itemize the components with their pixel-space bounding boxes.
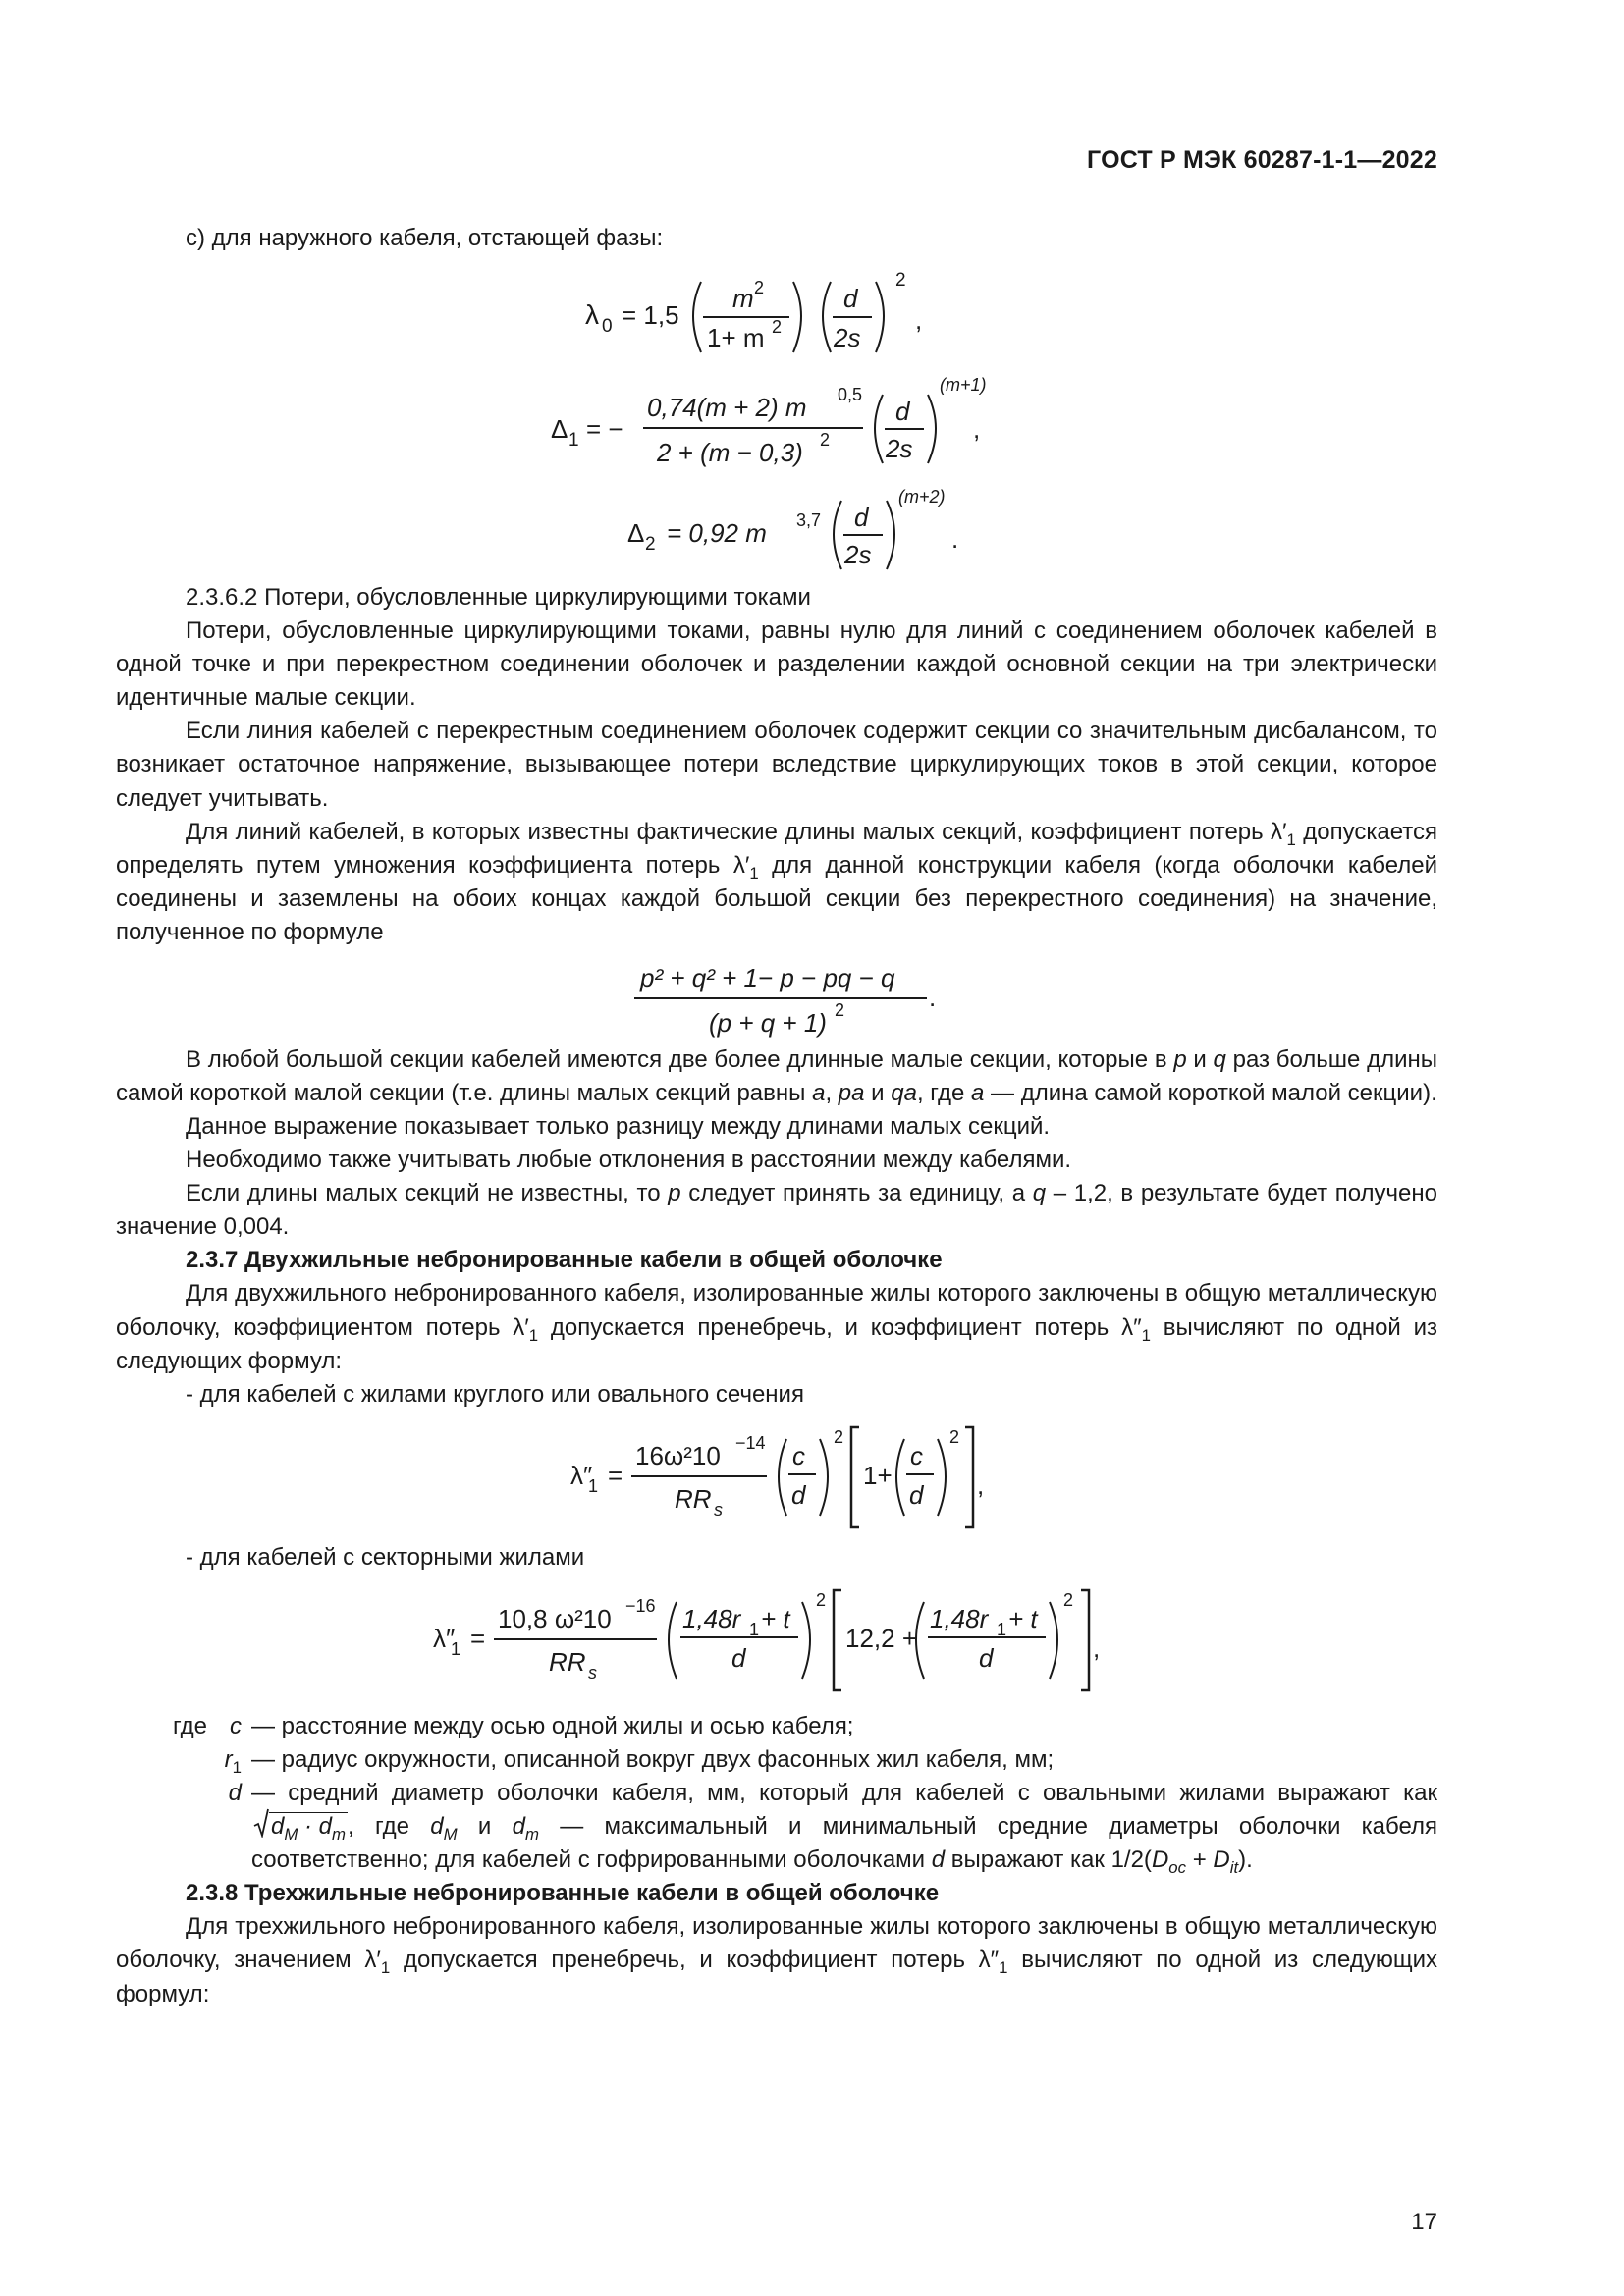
section-2362-title: 2.3.6.2 Потери, обусловленные циркулирующими токами bbox=[186, 584, 811, 612]
section-2362-p4: В любой большой секции кабелей имеются две более длинные малые секции, которые в p и q раз больше длины самой короткой малой секции (т.е. длины малых секций равны a, pa и qa, где a — длина самой короткой малой секции). bbox=[116, 1045, 1438, 1107]
sector-inner-num: 1,48r bbox=[682, 1603, 741, 1633]
section-238-title: 2.3.8 Трехжильные небронированные кабели в общей оболочке bbox=[186, 1880, 940, 1907]
lambda0-num-sup: 2 bbox=[754, 278, 765, 298]
sector-inner-sub: 1 bbox=[997, 1619, 1007, 1639]
p3-part-a: Для линий кабелей, в которых известны фактические длины малых секций, коэффициент потерь bbox=[186, 818, 1264, 845]
sector-num-sup: −16 bbox=[625, 1595, 656, 1616]
symbol-qa: qa bbox=[891, 1080, 917, 1107]
where-sym-r-sub: 1 bbox=[232, 1757, 242, 1777]
where-lead: где bbox=[173, 1712, 208, 1739]
delta2-lhs-sub: 2 bbox=[645, 534, 656, 556]
p3-part-b: допускается определять путем умножения коэффициента потерь bbox=[116, 818, 1438, 879]
symbol-pa: pa bbox=[838, 1080, 865, 1107]
sector-sq: 2 bbox=[1063, 1589, 1074, 1610]
where-row-d bbox=[116, 1777, 1437, 1877]
symbol-a: a bbox=[812, 1080, 826, 1107]
sector-inner-plus: + t bbox=[761, 1603, 790, 1633]
round-ratio-open bbox=[779, 1439, 786, 1516]
sector-inner2-close bbox=[1050, 1602, 1057, 1679]
case-c-intro: c) для наружного кабеля, отстающей фазы: bbox=[186, 225, 664, 251]
where-sym-c: c bbox=[230, 1712, 242, 1739]
d-desc-5: выражают как 1/2( bbox=[950, 1846, 1152, 1874]
formula-pq-svg bbox=[634, 953, 939, 1040]
formula-delta2-svg bbox=[627, 487, 961, 577]
round-tail: , bbox=[977, 1469, 985, 1500]
delta1-ratio-close bbox=[928, 395, 936, 463]
delta1-lhs: Δ bbox=[551, 414, 568, 445]
p4-part-b: и bbox=[1193, 1045, 1207, 1073]
page-content bbox=[116, 222, 1437, 2011]
lambda0-lhs-sub: 0 bbox=[602, 316, 613, 338]
delta2-outer-sup: (m+2) bbox=[898, 487, 946, 507]
lambda1-prime: $\lambda'_1$ bbox=[364, 1947, 391, 1978]
d-desc-4: — максимальный и минимальный средние диаметры оболочки кабеля соответственно; для кабелей с гофрированными оболочками bbox=[251, 1813, 1438, 1874]
round-d: d bbox=[791, 1479, 806, 1510]
pq-den: (p + q + 1) bbox=[709, 1007, 827, 1038]
p4-part-f: — длина самой короткой малой секции). bbox=[991, 1080, 1437, 1107]
sector-sq: 2 bbox=[816, 1589, 827, 1610]
sector-den-sub: s bbox=[588, 1662, 597, 1682]
round-lhs: λ″ bbox=[570, 1460, 593, 1490]
s238-p1-part-b: допускается пренебречь, и коэффициент потерь bbox=[403, 1947, 965, 1974]
sector-bracket-close bbox=[1081, 1590, 1089, 1690]
pq-den-sup: 2 bbox=[835, 999, 845, 1020]
lambda1-prime: $\lambda'_1$ bbox=[513, 1313, 539, 1345]
lambda0-den-sup: 2 bbox=[772, 317, 783, 338]
symbol-dM: d bbox=[430, 1813, 444, 1841]
sector-cores-label: - для кабелей с секторными жилами bbox=[186, 1543, 585, 1571]
sector-inner-num: 1,48r bbox=[930, 1603, 989, 1633]
where-sym-d: d bbox=[228, 1780, 242, 1807]
symbol-q: q bbox=[1213, 1045, 1226, 1073]
section-2362-p2: Если линия кабелей с перекрестным соединением оболочек содержит секции со значительным дисбалансом, то возникает остаточное напряжение, вызывающее потери вследствие циркулирующих токов в этой секции, которое следует учитывать. bbox=[116, 718, 1437, 812]
section-237-p1 bbox=[116, 1277, 1437, 1377]
lambda0-coef: = 1,5 bbox=[622, 300, 679, 331]
d-desc-1: — средний диаметр оболочки кабеля, мм, который для кабелей с овальными жилами выражают как bbox=[251, 1780, 1437, 1807]
sector-eq: = bbox=[470, 1623, 486, 1653]
pq-num: p² + q² + 1− p − pq − q bbox=[640, 962, 895, 992]
p3-part-c: для данной конструкции кабеля (когда оболочки кабелей соединены и заземлены на обоих концах каждой большой секции без перекрестного соединения) на значение, полученное по формуле bbox=[116, 851, 1438, 945]
lambda0-ratio-num: d bbox=[843, 284, 858, 314]
sector-tail: , bbox=[1093, 1632, 1101, 1663]
delta1-num: 0,74(m + 2) m bbox=[647, 393, 807, 423]
round-cores-label: - для кабелей с жилами круглого или овального сечения bbox=[186, 1380, 804, 1408]
delta1-outer-sup: (m+1) bbox=[940, 375, 987, 396]
lambda0-tail: , bbox=[915, 305, 923, 336]
lambda0-paren-close bbox=[793, 282, 801, 352]
lambda1-double-prime: $\lambda''_1$ bbox=[978, 1947, 1008, 1978]
delta2-tail: . bbox=[951, 524, 959, 555]
document-code-header: ГОСТ Р МЭК 60287-1-1—2022 bbox=[1087, 146, 1437, 174]
lambda1-prime: $\lambda'_1$ bbox=[732, 851, 759, 882]
lambda1-double-prime: $\lambda''_1$ bbox=[1121, 1313, 1151, 1345]
sqrt-expression bbox=[253, 1810, 348, 1843]
round-ratio2-open bbox=[896, 1439, 904, 1516]
symbol-Dit: D bbox=[1213, 1846, 1230, 1874]
section-2362-p1: Потери, обусловленные циркулирующими токами, равны нулю для линий с соединением оболочек кабелей в одной точке и при перекрестном соединении оболочек и разделении каждой основной секции на три электрически идентичные малые секции. bbox=[116, 617, 1437, 712]
where-sym-r: r bbox=[224, 1745, 233, 1773]
symbol-p: p bbox=[668, 1180, 681, 1207]
s237-p1-part-c: вычисляют по одной из следующих формул: bbox=[116, 1313, 1438, 1374]
section-238-p1 bbox=[116, 1910, 1437, 2010]
delta1-tail: , bbox=[973, 414, 981, 445]
where-definitions bbox=[116, 1710, 1437, 1877]
lambda1-prime: $\lambda'_1$ bbox=[1271, 818, 1296, 849]
lambda0-den: 1+ m bbox=[707, 323, 765, 353]
sector-lhs: λ″ bbox=[433, 1623, 456, 1653]
round-den-sub: s bbox=[714, 1499, 723, 1520]
lambda0-num: m bbox=[732, 284, 754, 314]
formula-delta1-svg bbox=[551, 375, 987, 479]
s237-p1-part-a: Для двухжильного небронированного кабеля, изолированные жилы которого заключены в общую металлическую оболочку, коэффициентом потерь bbox=[116, 1280, 1437, 1341]
delta1-ratio-num: d bbox=[895, 397, 910, 427]
delta2-coef-sup: 3,7 bbox=[796, 510, 822, 531]
round-c: c bbox=[910, 1440, 923, 1470]
symbol-dm: d bbox=[512, 1813, 525, 1841]
sector-const: 12,2 + bbox=[845, 1623, 918, 1653]
symbol-p: p bbox=[1173, 1045, 1187, 1073]
lambda0-lhs: λ bbox=[585, 299, 599, 331]
p4-part-a: В любой большой секции кабелей имеются две более длинные малые секции, которые в bbox=[186, 1045, 1167, 1073]
sector-inner-plus: + t bbox=[1008, 1603, 1038, 1633]
lambda0-outer-sup: 2 bbox=[895, 270, 906, 292]
round-one: 1+ bbox=[863, 1460, 893, 1490]
d-desc-6: + bbox=[1192, 1846, 1207, 1874]
sector-inner-close bbox=[802, 1602, 810, 1679]
sector-lhs-sub: 1 bbox=[451, 1638, 461, 1659]
delta2-ratio-num: d bbox=[854, 503, 869, 533]
lambda0-ratio-den: 2s bbox=[834, 323, 861, 353]
section-2362-p5: Данное выражение показывает только разницу между длинами малых секций. bbox=[186, 1113, 1051, 1141]
section-237-title: 2.3.7 Двухжильные небронированные кабели в общей оболочке bbox=[186, 1247, 943, 1274]
p4-part-e: , где bbox=[916, 1080, 965, 1107]
delta1-ratio-den: 2s bbox=[886, 434, 913, 464]
round-num-sup: −14 bbox=[735, 1432, 766, 1453]
pq-tail: . bbox=[929, 982, 937, 1012]
symbol-d: d bbox=[931, 1846, 946, 1874]
sector-den: RR bbox=[549, 1646, 586, 1677]
formula-round-cores bbox=[126, 1412, 1437, 1541]
sector-inner2-open bbox=[916, 1602, 924, 1679]
round-ratio-close bbox=[820, 1439, 828, 1516]
round-num: 16ω²10 bbox=[635, 1440, 721, 1470]
symbol-a: a bbox=[971, 1080, 985, 1107]
delta1-den-sup: 2 bbox=[820, 430, 831, 451]
sector-num: 10,8 ω²10 bbox=[498, 1603, 612, 1633]
d-desc-7: ). bbox=[1238, 1846, 1253, 1874]
delta2-coef: = 0,92 m bbox=[667, 518, 767, 549]
where-desc-d: — средний диаметр оболочки кабеля, мм, который для кабелей с овальными жилами выражают как $d_M \cdot d_m$, где $d_M$ и $d_m$ — максимальный и минимальный средние диаметры оболочки кабеля соответственно; для кабелей с гофрированными оболочками d выражают как $1/2(D_{oc} + D_{it})$. bbox=[251, 1780, 1438, 1878]
round-bracket-close bbox=[965, 1427, 973, 1527]
delta2-ratio-close bbox=[887, 501, 894, 569]
sector-inner-den: d bbox=[731, 1642, 746, 1673]
lambda0-paren-open bbox=[693, 282, 701, 352]
sector-inner-sub: 1 bbox=[749, 1619, 760, 1639]
round-bracket-open bbox=[851, 1427, 859, 1527]
formula-pq bbox=[135, 949, 1437, 1043]
delta1-sign: = − bbox=[586, 414, 623, 445]
section-2362-p7 bbox=[116, 1177, 1437, 1244]
sector-inner-open bbox=[669, 1602, 677, 1679]
p4-part-c: раз больше длины самой короткой малой секции (т.е. длины малых секций равны bbox=[116, 1045, 1438, 1107]
round-eq: = bbox=[608, 1460, 623, 1490]
round-d: d bbox=[909, 1479, 924, 1510]
delta1-lhs-sub: 1 bbox=[568, 430, 579, 452]
p7-part-a: Если длины малых секций не известны, то bbox=[186, 1180, 661, 1207]
lambda0-ratio-open bbox=[823, 282, 831, 352]
where-desc-c: — расстояние между осью одной жилы и осью кабеля; bbox=[251, 1712, 854, 1739]
delta2-ratio-den: 2s bbox=[844, 540, 872, 570]
formula-lambda0 bbox=[86, 255, 1437, 373]
sector-bracket-open bbox=[834, 1590, 841, 1690]
s238-p1-part-c: вычисляют по одной из следующих формул: bbox=[116, 1947, 1437, 2007]
round-sq: 2 bbox=[949, 1426, 960, 1447]
formula-round-svg bbox=[570, 1415, 993, 1537]
lambda0-ratio-close bbox=[876, 282, 884, 352]
where-row-c bbox=[116, 1710, 1437, 1743]
where-desc-r1: — радиус окружности, описанной вокруг двух фасонных жил кабеля, мм; bbox=[251, 1745, 1055, 1773]
round-lhs-sub: 1 bbox=[588, 1475, 599, 1496]
formula-sector-cores bbox=[116, 1575, 1437, 1704]
section-2362-p3 bbox=[116, 816, 1437, 949]
formula-delta2 bbox=[151, 483, 1437, 581]
delta1-num-sup: 0,5 bbox=[838, 385, 863, 405]
where-row-r1 bbox=[116, 1743, 1437, 1777]
p7-part-c: – 1,2, в результате будет получено значение 0,004. bbox=[116, 1180, 1437, 1241]
round-c: c bbox=[792, 1440, 805, 1470]
delta2-ratio-open bbox=[834, 501, 841, 569]
d-desc-2: , где bbox=[348, 1813, 409, 1841]
sqrt-radicand: $d_M \cdot d_m$ bbox=[271, 1813, 347, 1843]
formula-delta1 bbox=[96, 373, 1437, 483]
formula-sector-svg bbox=[433, 1578, 1120, 1700]
p7-part-b: следует принять за единицу, а bbox=[688, 1180, 1026, 1207]
round-sq: 2 bbox=[834, 1426, 844, 1447]
s237-p1-part-b: допускается пренебречь, и коэффициент потерь bbox=[550, 1313, 1110, 1341]
delta2-lhs: Δ bbox=[627, 518, 645, 549]
page-number: 17 bbox=[1411, 2209, 1437, 2235]
formula-lambda0-svg bbox=[585, 260, 939, 368]
delta1-ratio-open bbox=[875, 395, 883, 463]
section-2362-p6: Необходимо также учитывать любые отклонения в расстоянии между кабелями. bbox=[186, 1147, 1072, 1174]
round-ratio2-close bbox=[938, 1439, 946, 1516]
symbol-q: q bbox=[1032, 1180, 1047, 1207]
round-den: RR bbox=[675, 1483, 712, 1514]
s238-p1-part-a: Для трехжильного небронированного кабеля, изолированные жилы которого заключены в общую металлическую оболочку, значением bbox=[116, 1913, 1437, 1974]
delta1-den: 2 + (m − 0,3) bbox=[657, 438, 803, 468]
sqrt-radical-icon bbox=[253, 1808, 269, 1838]
d-desc-3: и bbox=[477, 1813, 492, 1841]
sector-inner-den: d bbox=[979, 1642, 994, 1673]
symbol-Doc: D bbox=[1151, 1846, 1169, 1874]
p4-part-d: и bbox=[871, 1080, 885, 1107]
